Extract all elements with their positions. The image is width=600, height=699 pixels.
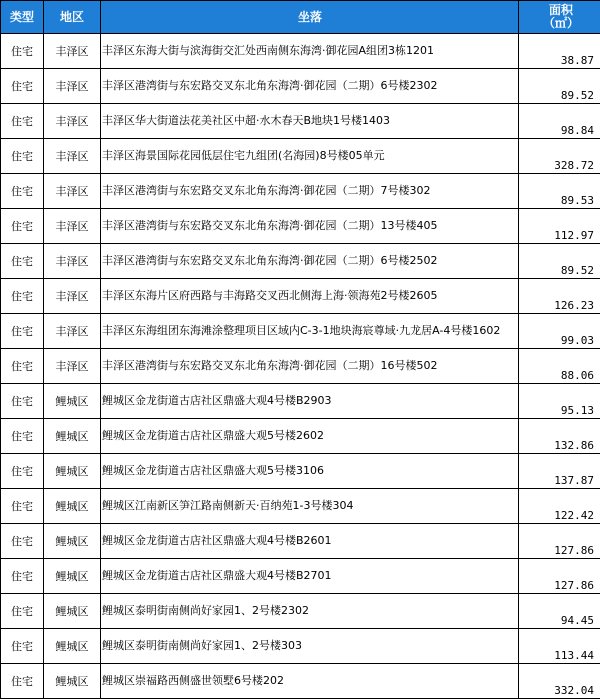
table-row — [1, 489, 600, 524]
cell-area: 127.86 — [519, 524, 600, 559]
cell-type: 住宅 — [1, 489, 44, 524]
table-row — [1, 104, 600, 139]
cell-type: 住宅 — [1, 594, 44, 629]
cell-type: 住宅 — [1, 454, 44, 489]
cell-district: 丰泽区 — [44, 349, 101, 384]
cell-district: 鲤城区 — [44, 419, 101, 454]
cell-district: 丰泽区 — [44, 104, 101, 139]
cell-area: 328.72 — [519, 139, 600, 174]
cell-type: 住宅 — [1, 314, 44, 349]
cell-district: 丰泽区 — [44, 314, 101, 349]
table-row — [1, 524, 600, 559]
header-area-line1: 面积 — [519, 4, 600, 17]
cell-area: 89.52 — [519, 69, 600, 104]
cell-location: 鲤城区金龙街道古店社区鼎盛大观4号楼B2701 — [101, 559, 519, 594]
table-row — [1, 664, 600, 699]
cell-district: 丰泽区 — [44, 209, 101, 244]
cell-type: 住宅 — [1, 629, 44, 664]
cell-district: 丰泽区 — [44, 174, 101, 209]
cell-location: 鲤城区江南新区笋江路南侧新天·百纳苑1-3号楼304 — [101, 489, 519, 524]
cell-type: 住宅 — [1, 209, 44, 244]
cell-location: 丰泽区东海片区府西路与丰海路交叉西北侧海上海·领海苑2号楼2605 — [101, 279, 519, 314]
cell-district: 丰泽区 — [44, 34, 101, 69]
cell-area: 94.45 — [519, 594, 600, 629]
table-row — [1, 384, 600, 419]
table-row — [1, 139, 600, 174]
cell-location: 鲤城区泰明街南侧尚好家园1、2号楼303 — [101, 629, 519, 664]
cell-type: 住宅 — [1, 384, 44, 419]
cell-location: 鲤城区金龙街道古店社区鼎盛大观4号楼B2601 — [101, 524, 519, 559]
cell-district: 丰泽区 — [44, 279, 101, 314]
cell-area: 95.13 — [519, 384, 600, 419]
cell-location: 鲤城区金龙街道古店社区鼎盛大观4号楼B2903 — [101, 384, 519, 419]
cell-location: 丰泽区东海组团东海滩涂整理项目区域内C-3-1地块海宸尊域·九龙居A-4号楼1602 — [101, 314, 519, 349]
cell-type: 住宅 — [1, 279, 44, 314]
table-row — [1, 279, 600, 314]
cell-area: 132.86 — [519, 419, 600, 454]
cell-location: 丰泽区华大街道法花美社区中超·水木春天B地块1号楼1403 — [101, 104, 519, 139]
cell-location: 鲤城区金龙街道古店社区鼎盛大观5号楼2602 — [101, 419, 519, 454]
cell-location: 丰泽区港湾街与东宏路交叉东北角东海湾·御花园（二期）6号楼2302 — [101, 69, 519, 104]
table-row — [1, 314, 600, 349]
cell-location: 丰泽区港湾街与东宏路交叉东北角东海湾·御花园（二期）13号楼405 — [101, 209, 519, 244]
table-row — [1, 419, 600, 454]
cell-location: 丰泽区海景国际花园低层住宅九组团(名海园)8号楼05单元 — [101, 139, 519, 174]
cell-type: 住宅 — [1, 104, 44, 139]
table-row — [1, 244, 600, 279]
table-row — [1, 629, 600, 664]
cell-district: 丰泽区 — [44, 244, 101, 279]
cell-type: 住宅 — [1, 34, 44, 69]
cell-area: 89.52 — [519, 244, 600, 279]
cell-area: 89.53 — [519, 174, 600, 209]
cell-district: 鲤城区 — [44, 384, 101, 419]
cell-location: 鲤城区金龙街道古店社区鼎盛大观5号楼3106 — [101, 454, 519, 489]
cell-location: 丰泽区港湾街与东宏路交叉东北角东海湾·御花园（二期）7号楼302 — [101, 174, 519, 209]
table-row — [1, 209, 600, 244]
cell-type: 住宅 — [1, 69, 44, 104]
cell-district: 鲤城区 — [44, 629, 101, 664]
cell-district: 丰泽区 — [44, 139, 101, 174]
table-row — [1, 594, 600, 629]
cell-district: 鲤城区 — [44, 489, 101, 524]
header-area-line2: （㎡） — [519, 17, 600, 30]
cell-location: 鲤城区泰明街南侧尚好家园1、2号楼2302 — [101, 594, 519, 629]
cell-area: 98.84 — [519, 104, 600, 139]
cell-area: 99.03 — [519, 314, 600, 349]
cell-area: 126.23 — [519, 279, 600, 314]
cell-district: 鲤城区 — [44, 664, 101, 699]
cell-area: 137.87 — [519, 454, 600, 489]
cell-type: 住宅 — [1, 349, 44, 384]
cell-location: 丰泽区东海大街与滨海街交汇处西南侧东海湾·御花园A组团3栋1201 — [101, 34, 519, 69]
cell-district: 鲤城区 — [44, 524, 101, 559]
table-row — [1, 454, 600, 489]
header-area — [519, 1, 600, 34]
header-type: 类型 — [1, 1, 44, 34]
cell-type: 住宅 — [1, 174, 44, 209]
cell-area: 112.97 — [519, 209, 600, 244]
cell-district: 丰泽区 — [44, 69, 101, 104]
table-row — [1, 34, 600, 69]
header-district: 地区 — [44, 1, 101, 34]
cell-district: 鲤城区 — [44, 559, 101, 594]
cell-location: 丰泽区港湾街与东宏路交叉东北角东海湾·御花园（二期）16号楼502 — [101, 349, 519, 384]
table-row — [1, 559, 600, 594]
cell-area: 332.04 — [519, 664, 600, 699]
cell-location: 鲤城区崇福路西侧盛世领墅6号楼202 — [101, 664, 519, 699]
cell-location: 丰泽区港湾街与东宏路交叉东北角东海湾·御花园（二期）6号楼2502 — [101, 244, 519, 279]
cell-district: 鲤城区 — [44, 594, 101, 629]
table-row — [1, 69, 600, 104]
cell-type: 住宅 — [1, 559, 44, 594]
cell-type: 住宅 — [1, 524, 44, 559]
header-location: 坐落 — [101, 1, 519, 34]
table-row — [1, 349, 600, 384]
table-row — [1, 174, 600, 209]
cell-district: 鲤城区 — [44, 454, 101, 489]
cell-area: 122.42 — [519, 489, 600, 524]
cell-area: 127.86 — [519, 559, 600, 594]
cell-area: 88.06 — [519, 349, 600, 384]
table-header-row — [1, 1, 600, 34]
cell-type: 住宅 — [1, 139, 44, 174]
cell-type: 住宅 — [1, 664, 44, 699]
cell-area: 113.44 — [519, 629, 600, 664]
cell-type: 住宅 — [1, 419, 44, 454]
cell-area: 38.87 — [519, 34, 600, 69]
cell-type: 住宅 — [1, 244, 44, 279]
